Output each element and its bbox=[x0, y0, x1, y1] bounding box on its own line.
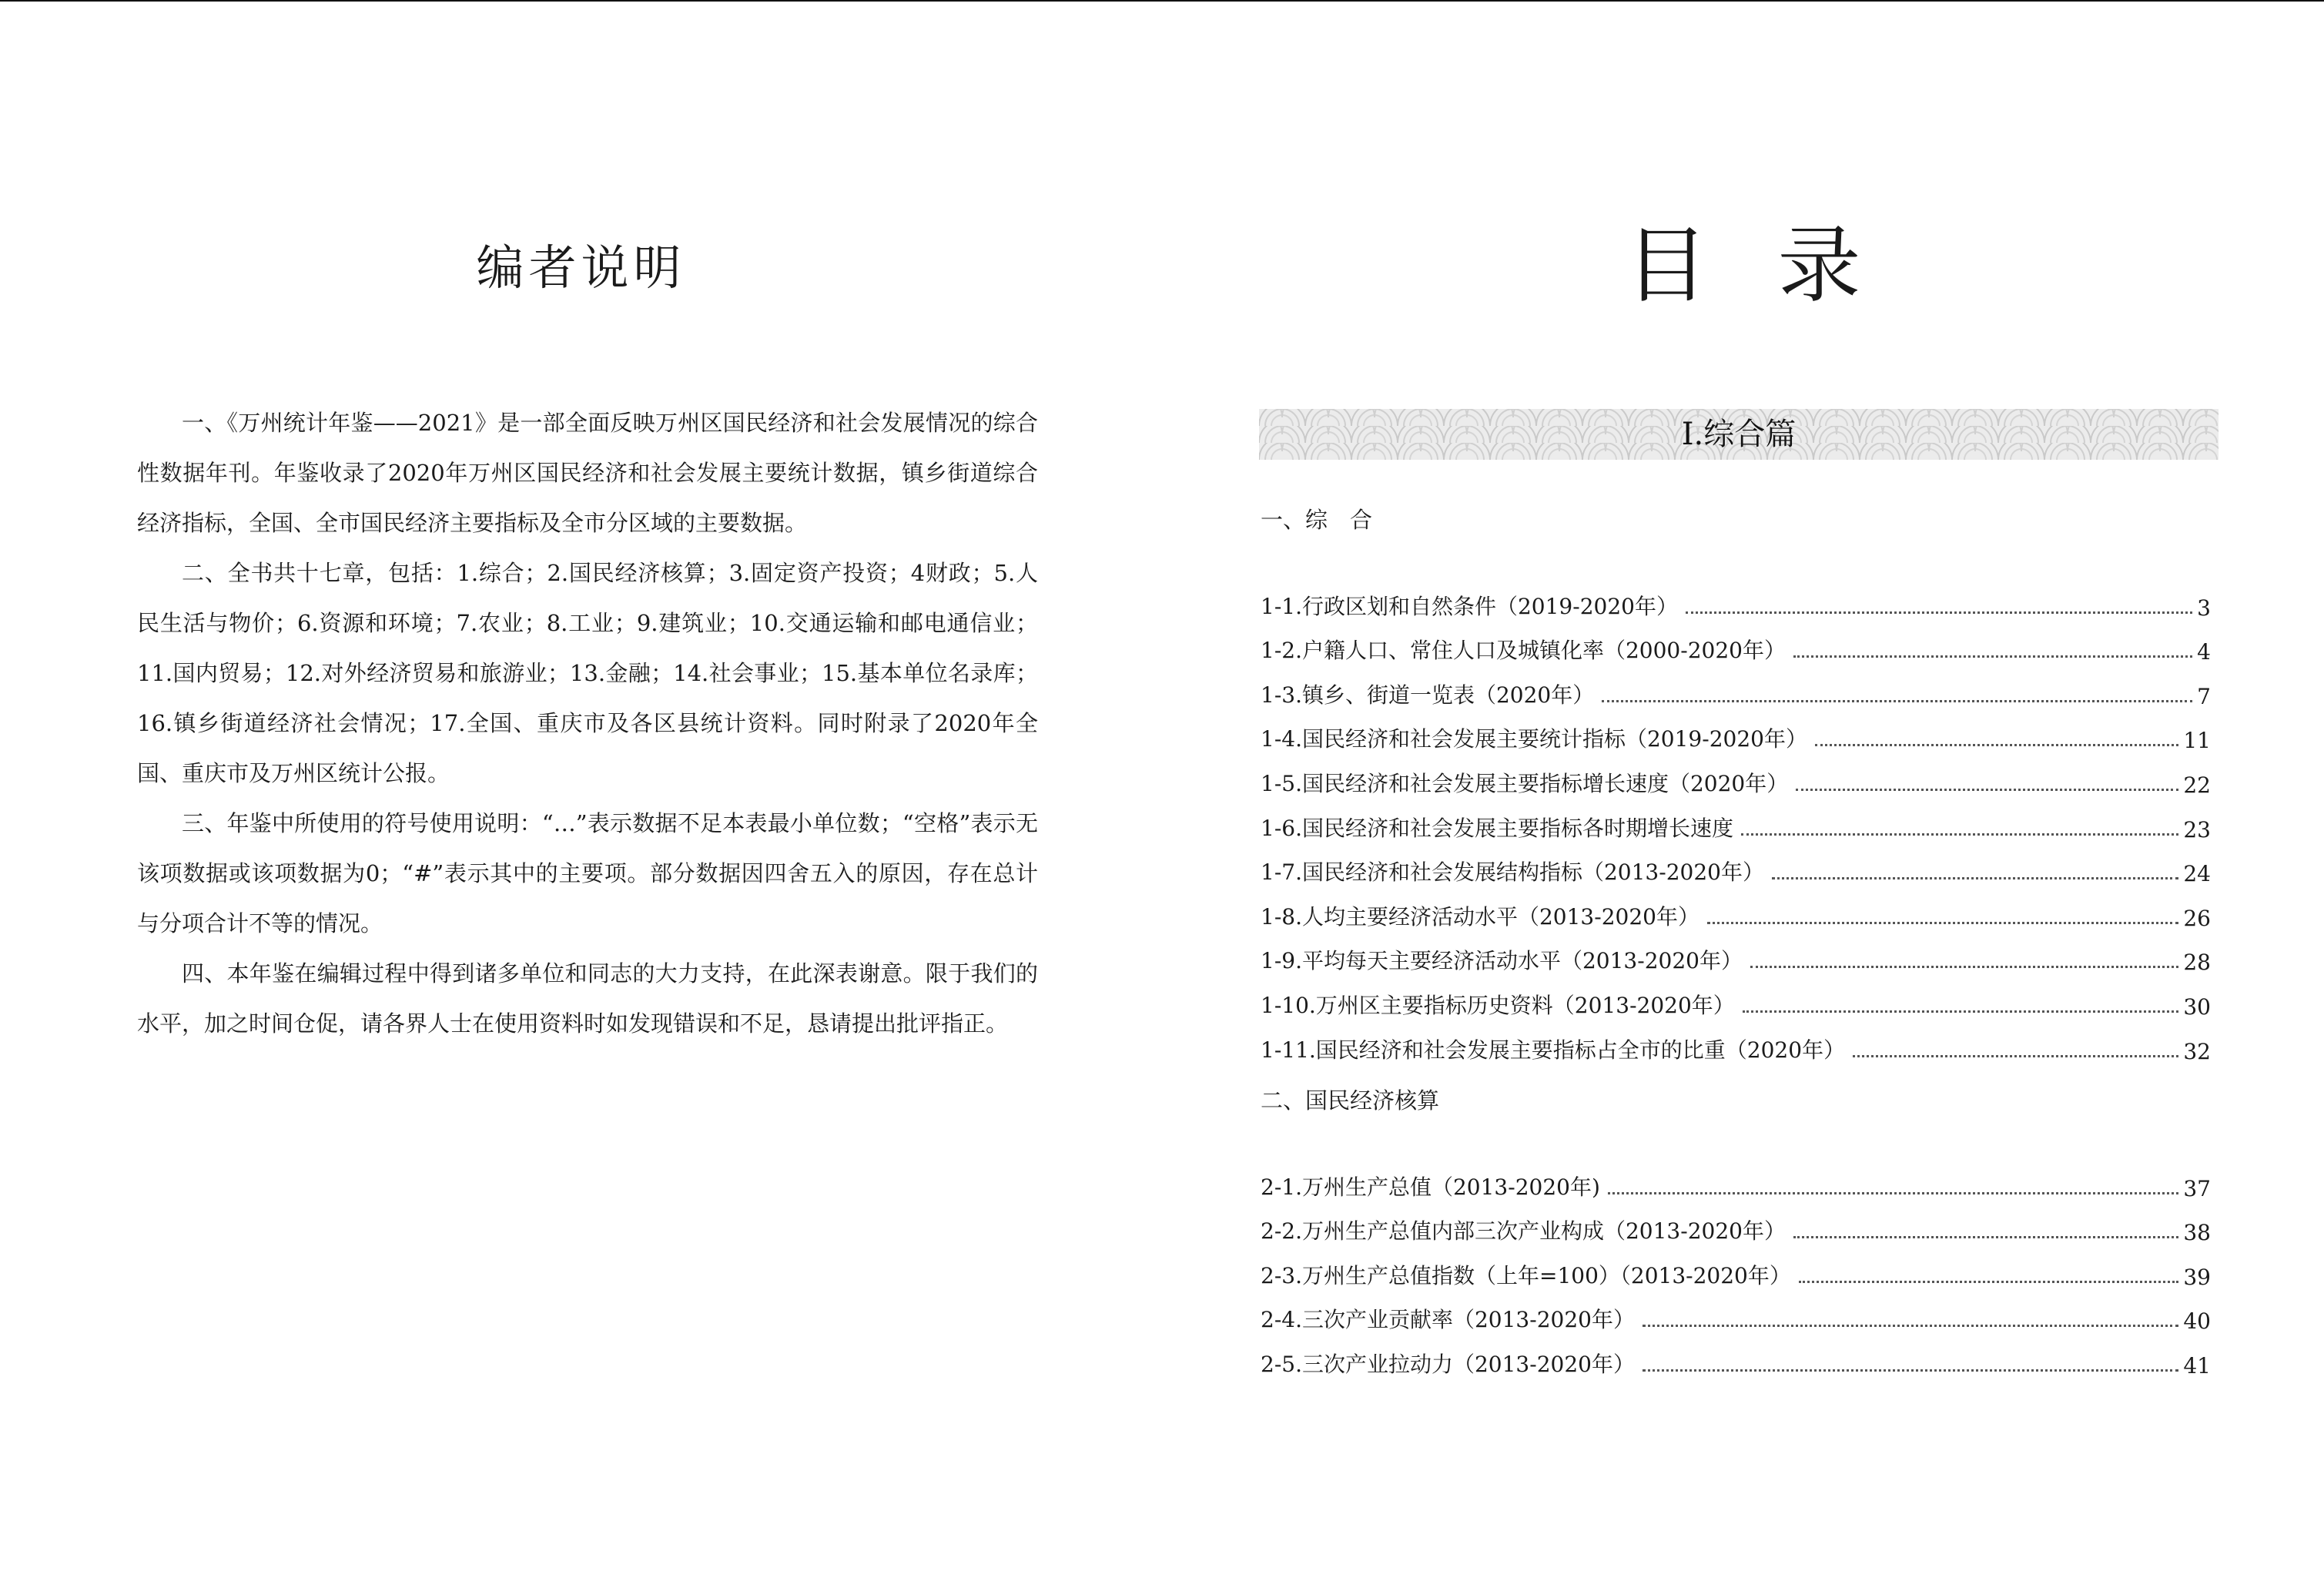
leader-dots bbox=[1608, 1192, 2178, 1194]
toc-entry-label: 2-3.万州生产总值指数（上年=100）（2013-2020年） bbox=[1261, 1262, 1791, 1288]
toc-entry-label: 2-1.万州生产总值（2013-2020年) bbox=[1261, 1174, 1600, 1200]
toc-entry-page: 41 bbox=[2183, 1352, 2211, 1379]
preface-paragraph-4: 四、本年鉴在编辑过程中得到诸多单位和同志的大力支持，在此深表谢意。限于我们的水平，加之时间仓促，请各界人士在使用资料时如发现错误和不足，恳请提出批评指正。 bbox=[137, 960, 1038, 1037]
section-heading: 一、综 合 bbox=[1261, 507, 1373, 533]
preface-paragraph-1: 一、《万州统计年鉴——2021》是一部全面反映万州区国民经济和社会发展情况的综合性数据年刊。年鉴收录了2020年万州区国民经济和社会发展主要统计数据，镇乡街道综合经济指标，全国、全市国民经济主要指标及全市分区域的主要数据。 bbox=[137, 410, 1038, 536]
leader-dots bbox=[1815, 744, 2178, 746]
toc-entry-page: 4 bbox=[2197, 639, 2211, 665]
leader-dots bbox=[1741, 833, 2178, 836]
leader-dots bbox=[1643, 1369, 2178, 1372]
preface-title: 编者说明 bbox=[476, 240, 686, 296]
toc-entry-page: 24 bbox=[2183, 861, 2211, 887]
leader-dots bbox=[1853, 1055, 2178, 1057]
toc-entry-page: 28 bbox=[2183, 950, 2211, 976]
toc-entry-label: 1-11.国民经济和社会发展主要指标占全市的比重（2020年） bbox=[1261, 1037, 1846, 1063]
toc-entry[interactable] bbox=[1261, 1157, 2211, 1201]
toc-entry-label: 2-2.万州生产总值内部三次产业构成（2013-2020年） bbox=[1261, 1218, 1786, 1245]
leader-dots bbox=[1772, 877, 2178, 879]
toc-entry[interactable] bbox=[1261, 886, 2211, 931]
toc-section-1 bbox=[1261, 504, 2211, 1064]
toc-entry-label: 1-9.平均每天主要经济活动水平（2013-2020年） bbox=[1261, 948, 1743, 974]
toc-entry-page: 22 bbox=[2183, 772, 2211, 798]
leader-dots bbox=[1796, 789, 2178, 791]
preface-body bbox=[137, 398, 1038, 1049]
toc-entry-page: 38 bbox=[2183, 1220, 2211, 1246]
toc-entry-label: 1-5.国民经济和社会发展主要指标增长速度（2020年） bbox=[1261, 770, 1789, 796]
toc-entry-label: 1-10.万州区主要指标历史资料（2013-2020年） bbox=[1261, 992, 1735, 1018]
contents-page bbox=[1162, 0, 2324, 1588]
toc-entry-label: 1-3.镇乡、街道一览表（2020年） bbox=[1261, 682, 1595, 708]
preface-paragraph-2: 二、全书共十七章，包括：1.综合；2.国民经济核算；3.固定资产投资；4财政；5.人民生活与物价；6.资源和环境；7.农业；8.工业；9.建筑业；10.交通运输和邮电通信业；11.国内贸易；12.对外经济贸易和旅游业；13.金融；14.社会事业；15.基本单位名录库；16.镇乡街道经济社会情况；17.全国、重庆市及各区县统计资料。同时附录了2020年全国、重庆市及万州区统计公报。 bbox=[137, 560, 1039, 786]
toc-entry[interactable] bbox=[1261, 975, 2211, 1020]
toc-entry-page: 7 bbox=[2197, 683, 2211, 709]
toc-entry-page: 11 bbox=[2183, 728, 2211, 754]
toc-entry[interactable] bbox=[1261, 576, 2211, 621]
toc-entry-label: 1-1.行政区划和自然条件（2019-2020年） bbox=[1261, 593, 1678, 619]
toc-entry-page: 40 bbox=[2183, 1308, 2211, 1335]
section-heading: 二、国民经济核算 bbox=[1261, 1087, 1440, 1114]
toc-entry[interactable] bbox=[1261, 931, 2211, 976]
toc-entry-label: 1-8.人均主要经济活动水平（2013-2020年） bbox=[1261, 903, 1699, 930]
toc-entry[interactable] bbox=[1261, 621, 2211, 665]
toc-entry-label: 1-4.国民经济和社会发展主要统计指标（2019-2020年） bbox=[1261, 726, 1807, 752]
toc-entry-label: 2-5.三次产业拉动力（2013-2020年） bbox=[1261, 1351, 1635, 1377]
toc-entry[interactable] bbox=[1261, 709, 2211, 754]
toc-entry[interactable] bbox=[1261, 1245, 2211, 1290]
toc-entry-page: 26 bbox=[2183, 905, 2211, 931]
leader-dots bbox=[1686, 611, 2192, 614]
leader-dots bbox=[1793, 655, 2192, 658]
contents-title bbox=[1162, 199, 2324, 318]
toc-entry-label: 1-2.户籍人口、常住人口及城镇化率（2000-2020年） bbox=[1261, 638, 1786, 664]
leader-dots bbox=[1743, 1010, 2179, 1013]
toc-entry[interactable] bbox=[1261, 1334, 2211, 1379]
contents-title-char-2: 录 bbox=[1777, 218, 1931, 314]
leader-dots bbox=[1750, 966, 2178, 968]
toc-entry-label: 1-7.国民经济和社会发展结构指标（2013-2020年） bbox=[1261, 859, 1764, 886]
toc-entry[interactable] bbox=[1261, 1290, 2211, 1335]
toc-entry-page: 3 bbox=[2197, 595, 2211, 621]
toc-entry-page: 37 bbox=[2183, 1175, 2211, 1201]
contents-title-char-1: 目 bbox=[1625, 218, 1778, 314]
preface-paragraph-3: 三、年鉴中所使用的符号使用说明：“…”表示数据不足本表最小单位数；“空格”表示无该项数据或该项数据为0；“#”表示其中的主要项。部分数据因四舍五入的原因，存在总计与分项合计不等的情况。 bbox=[137, 810, 1038, 936]
toc-entry-page: 30 bbox=[2183, 993, 2211, 1020]
toc-entry-page: 39 bbox=[2183, 1264, 2211, 1290]
leader-dots bbox=[1602, 700, 2192, 702]
toc-entry[interactable] bbox=[1261, 665, 2211, 709]
leader-dots bbox=[1643, 1325, 2178, 1327]
toc-entry[interactable] bbox=[1261, 1020, 2211, 1064]
toc-entry-page: 32 bbox=[2183, 1038, 2211, 1064]
toc-entry[interactable] bbox=[1261, 1201, 2211, 1246]
leader-dots bbox=[1799, 1281, 2178, 1283]
toc-entry-label: 2-4.三次产业贡献率（2013-2020年） bbox=[1261, 1307, 1635, 1333]
toc-section-2 bbox=[1261, 1085, 2211, 1379]
toc-entry-page: 23 bbox=[2183, 816, 2211, 843]
toc-entry-label: 1-6.国民经济和社会发展主要指标各时期增长速度 bbox=[1261, 815, 1733, 841]
toc-entry[interactable] bbox=[1261, 798, 2211, 843]
toc-entry[interactable] bbox=[1261, 843, 2211, 887]
part-banner bbox=[1259, 409, 2219, 460]
leader-dots bbox=[1707, 922, 2178, 924]
part-title: I.综合篇 bbox=[1681, 417, 1797, 452]
leader-dots bbox=[1793, 1236, 2178, 1238]
toc-entry[interactable] bbox=[1261, 753, 2211, 798]
